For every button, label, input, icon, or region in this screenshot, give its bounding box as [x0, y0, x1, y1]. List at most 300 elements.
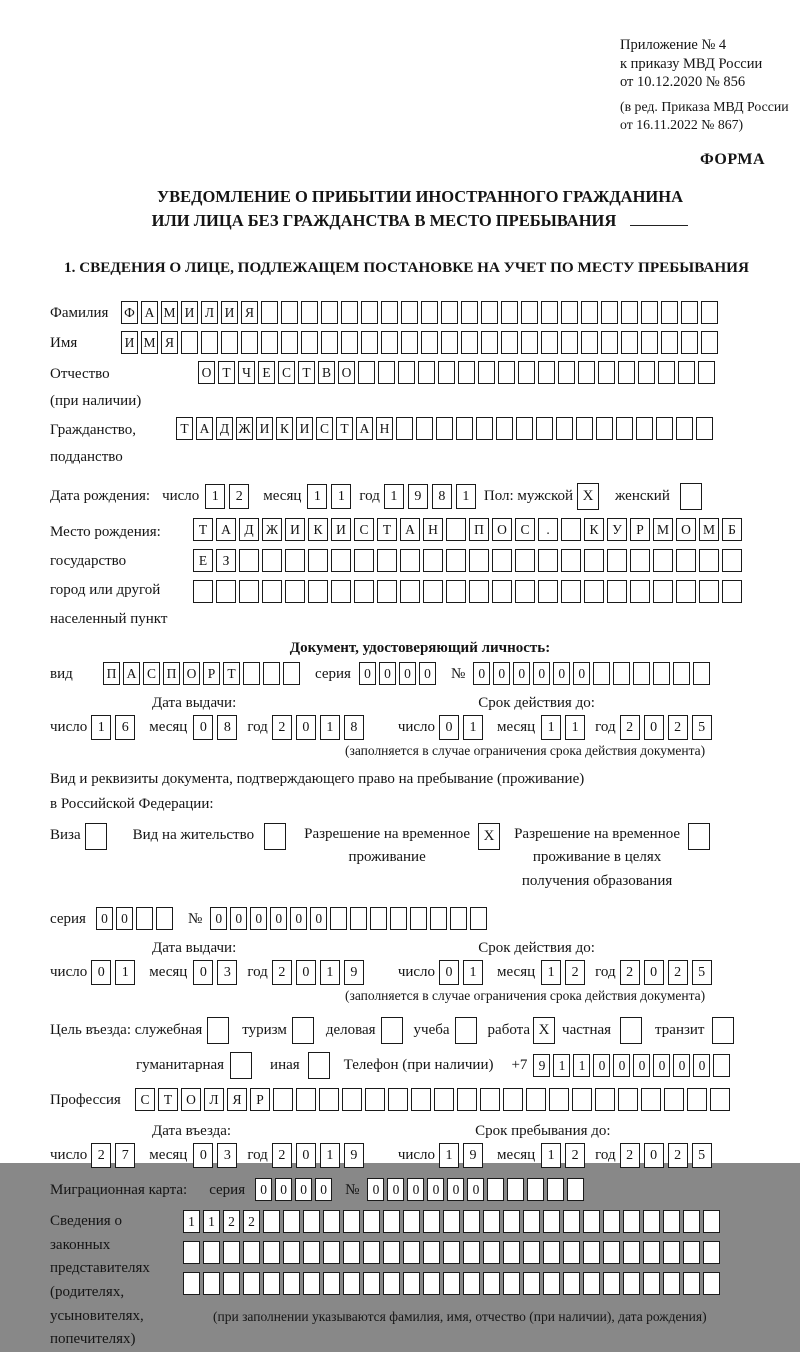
identity-doc-heading: Документ, удостоверяющий личность:: [289, 640, 551, 657]
year-label: год: [595, 963, 616, 980]
char-box: [653, 549, 673, 572]
char-box: 9: [533, 1054, 550, 1077]
char-box: [526, 1088, 546, 1111]
char-box: А: [141, 301, 158, 324]
phone-prefix: +7: [511, 1056, 528, 1073]
temp-residence-checkbox: [478, 823, 500, 850]
char-box: 0: [613, 1054, 630, 1077]
char-box: [330, 907, 347, 930]
char-box: [443, 1272, 460, 1295]
birth-place-label-line2: государство: [50, 553, 127, 570]
title-underline: [630, 225, 688, 226]
char-box: [503, 1210, 520, 1233]
char-box: Я: [161, 331, 178, 354]
char-box: [443, 1241, 460, 1264]
purpose-transit-label: транзит: [655, 1021, 705, 1038]
char-box: [341, 331, 358, 354]
char-box: Н: [376, 417, 393, 440]
char-box: X: [577, 483, 599, 510]
char-box: [696, 417, 713, 440]
month-label: месяц: [149, 719, 188, 736]
char-box: [663, 1241, 680, 1264]
char-box: 3: [217, 1143, 237, 1168]
day-label: число: [50, 963, 88, 980]
char-box: 0: [193, 715, 213, 740]
char-box: [621, 301, 638, 324]
temp-residence-label-line1: Разрешение на временное: [304, 826, 471, 843]
char-box: 0: [513, 662, 530, 685]
char-box: [243, 1241, 260, 1264]
char-box: 5: [692, 715, 712, 740]
entry-date-header: Дата въезда:: [152, 1122, 232, 1139]
char-box: [476, 417, 493, 440]
char-box: 2: [620, 960, 640, 985]
char-box: 0: [439, 715, 459, 740]
annex-note-line-1: (в ред. Приказа МВД России: [620, 98, 789, 114]
char-box: [292, 1017, 314, 1044]
char-box: 2: [229, 484, 249, 509]
char-box: [403, 1272, 420, 1295]
char-box: [507, 1178, 524, 1201]
char-box: Т: [158, 1088, 178, 1111]
resident-doc-options-row: [50, 823, 790, 893]
entry-month-boxes: [193, 1143, 241, 1168]
char-box: [630, 580, 650, 603]
char-box: [593, 662, 610, 685]
representatives-note: (при заполнении указываются фамилия, имя, отчество (при наличии), дата рождения): [213, 1308, 707, 1324]
migcard-number-sign: №: [345, 1181, 360, 1198]
month-label: месяц: [497, 963, 536, 980]
char-box: Р: [630, 518, 650, 541]
purpose-study-label: учеба: [413, 1021, 450, 1038]
char-box: [583, 1272, 600, 1295]
char-box: 2: [620, 715, 640, 740]
char-box: [693, 662, 710, 685]
char-box: 2: [243, 1210, 260, 1233]
residence-permit-checkbox: [264, 823, 286, 850]
char-box: [461, 301, 478, 324]
char-box: С: [316, 417, 333, 440]
char-box: Т: [298, 361, 315, 384]
char-box: 2: [272, 1143, 292, 1168]
char-box: [683, 1210, 700, 1233]
char-box: 0: [296, 1143, 316, 1168]
visa-checkbox: [85, 823, 107, 850]
char-box: [203, 1241, 220, 1264]
char-box: [643, 1241, 660, 1264]
stay-month-boxes: [541, 1143, 589, 1168]
char-box: 6: [115, 715, 135, 740]
char-box: 1: [320, 1143, 340, 1168]
char-box: 0: [295, 1178, 312, 1201]
doc-series-label: серия: [315, 666, 351, 683]
char-box: [308, 549, 328, 572]
char-box: [712, 1017, 734, 1044]
char-box: [230, 1052, 252, 1079]
char-box: [296, 1088, 316, 1111]
char-box: 8: [432, 484, 452, 509]
permit-dates-row: [50, 960, 790, 985]
char-box: [643, 1210, 660, 1233]
char-box: [354, 580, 374, 603]
char-box: 2: [565, 1143, 585, 1168]
char-box: 2: [272, 715, 292, 740]
char-box: 2: [565, 960, 585, 985]
char-box: И: [256, 417, 273, 440]
identity-doc-row: [50, 662, 790, 686]
char-box: [342, 1088, 362, 1111]
char-box: [401, 331, 418, 354]
char-box: Н: [423, 518, 443, 541]
char-box: [363, 1210, 380, 1233]
char-box: [323, 1272, 340, 1295]
form-title-line2-text: ИЛИ ЛИЦА БЕЗ ГРАЖДАНСТВА В МЕСТО ПРЕБЫВАНИЯ: [151, 211, 617, 231]
char-box: Е: [193, 549, 213, 572]
char-box: [241, 331, 258, 354]
char-box: 0: [427, 1178, 444, 1201]
char-box: [370, 907, 387, 930]
char-box: У: [607, 518, 627, 541]
char-box: [341, 301, 358, 324]
valid-until-header: Срок действия до:: [478, 695, 595, 712]
char-box: [221, 331, 238, 354]
char-box: Ч: [238, 361, 255, 384]
char-box: О: [338, 361, 355, 384]
char-box: 1: [384, 484, 404, 509]
citizenship-label-line2: подданство: [50, 449, 123, 466]
char-box: [616, 417, 633, 440]
permit-number-sign: №: [187, 910, 203, 927]
char-box: [239, 580, 259, 603]
char-box: [641, 331, 658, 354]
char-box: [688, 823, 710, 850]
char-box: [543, 1241, 560, 1264]
month-label: месяц: [263, 488, 302, 505]
char-box: [469, 580, 489, 603]
permit-issue-day-boxes: [91, 960, 139, 985]
char-box: [319, 1088, 339, 1111]
char-box: X: [478, 823, 500, 850]
char-box: [400, 549, 420, 572]
birth-place-boxes-row1: [193, 518, 745, 541]
char-box: 0: [399, 662, 416, 685]
visa-label: Виза: [50, 827, 81, 844]
char-box: [581, 301, 598, 324]
representatives-label-line2: законных: [50, 1236, 111, 1253]
char-box: [193, 580, 213, 603]
char-box: [461, 331, 478, 354]
day-label: число: [50, 719, 88, 736]
identity-issue-year-boxes: [272, 715, 368, 740]
char-box: [343, 1272, 360, 1295]
permit-number-boxes: [210, 907, 490, 930]
annex-revision-note: [620, 98, 790, 134]
char-box: [563, 1241, 580, 1264]
char-box: 0: [387, 1178, 404, 1201]
char-box: [710, 1088, 730, 1111]
char-box: [321, 301, 338, 324]
char-box: Т: [336, 417, 353, 440]
char-box: 1: [463, 960, 483, 985]
char-box: 7: [115, 1143, 135, 1168]
char-box: [410, 907, 427, 930]
char-box: [301, 331, 318, 354]
char-box: [676, 580, 696, 603]
char-box: [481, 301, 498, 324]
char-box: [285, 580, 305, 603]
char-box: [683, 1241, 700, 1264]
annex-note-line-2: от 16.11.2022 № 867): [620, 116, 744, 132]
char-box: X: [533, 1017, 555, 1044]
identity-doc-dates-row: [50, 715, 790, 740]
birth-place-boxes-row2: [193, 549, 745, 572]
char-box: 2: [668, 715, 688, 740]
citizenship-label-line1: Гражданство,: [50, 422, 137, 439]
birth-place-label-line3: город или другой: [50, 582, 161, 599]
char-box: [572, 1088, 592, 1111]
char-box: [463, 1241, 480, 1264]
char-box: [383, 1272, 400, 1295]
char-box: [455, 1017, 477, 1044]
char-box: 1: [183, 1210, 200, 1233]
char-box: [501, 301, 518, 324]
char-box: [430, 907, 447, 930]
char-box: [446, 518, 466, 541]
char-box: [446, 549, 466, 572]
char-box: П: [163, 662, 180, 685]
day-label: число: [397, 963, 436, 980]
char-box: [658, 361, 675, 384]
char-box: Р: [203, 662, 220, 685]
char-box: 0: [270, 907, 287, 930]
char-box: [581, 331, 598, 354]
patronymic-boxes: [198, 361, 718, 384]
char-box: Т: [193, 518, 213, 541]
char-box: [543, 1272, 560, 1295]
char-box: [636, 417, 653, 440]
char-box: С: [354, 518, 374, 541]
given-name-label: Имя: [50, 335, 78, 352]
char-box: [483, 1241, 500, 1264]
profession-boxes: [135, 1088, 733, 1111]
char-box: [664, 1088, 684, 1111]
form-title-line2: [50, 209, 790, 233]
char-box: 2: [668, 1143, 688, 1168]
char-box: [538, 361, 555, 384]
char-box: [303, 1241, 320, 1264]
birth-place-row: [50, 518, 790, 634]
char-box: [598, 361, 615, 384]
char-box: 0: [379, 662, 396, 685]
char-box: [673, 662, 690, 685]
char-box: [281, 301, 298, 324]
purpose-other-checkbox: [308, 1052, 330, 1079]
char-box: 0: [473, 662, 490, 685]
identity-valid-year-boxes: [620, 715, 716, 740]
char-box: [680, 483, 702, 510]
char-box: И: [296, 417, 313, 440]
char-box: 0: [439, 960, 459, 985]
birth-place-label: [50, 518, 193, 634]
char-box: [400, 580, 420, 603]
char-box: [487, 1178, 504, 1201]
char-box: 0: [210, 907, 227, 930]
char-box: [321, 331, 338, 354]
char-box: [481, 331, 498, 354]
char-box: Ф: [121, 301, 138, 324]
char-box: Я: [227, 1088, 247, 1111]
permit-date-headers: [50, 940, 790, 957]
char-box: Т: [223, 662, 240, 685]
sex-female-checkbox: [680, 483, 702, 510]
permit-series-label: серия: [50, 910, 86, 927]
char-box: [450, 907, 467, 930]
char-box: [661, 331, 678, 354]
char-box: [561, 549, 581, 572]
char-box: [381, 1017, 403, 1044]
char-box: В: [318, 361, 335, 384]
profession-row: [50, 1088, 790, 1112]
char-box: 0: [367, 1178, 384, 1201]
valid-until-header: Срок действия до:: [478, 939, 595, 956]
char-box: 1: [91, 715, 111, 740]
char-box: 0: [407, 1178, 424, 1201]
char-box: 0: [644, 715, 664, 740]
annex-line-1: Приложение № 4: [620, 37, 727, 53]
char-box: И: [285, 518, 305, 541]
char-box: [638, 361, 655, 384]
char-box: 1: [463, 715, 483, 740]
char-box: [583, 1210, 600, 1233]
char-box: [541, 331, 558, 354]
char-box: [398, 361, 415, 384]
char-box: [681, 301, 698, 324]
char-box: [603, 1272, 620, 1295]
entry-year-boxes: [272, 1143, 368, 1168]
purpose-business-checkbox: [381, 1017, 403, 1044]
char-box: [470, 907, 487, 930]
patronymic-label-line1: Отчество: [50, 366, 110, 383]
char-box: 2: [272, 960, 292, 985]
char-box: [653, 580, 673, 603]
char-box: [480, 1088, 500, 1111]
identity-valid-day-boxes: [439, 715, 487, 740]
char-box: 3: [217, 960, 237, 985]
char-box: [203, 1272, 220, 1295]
char-box: [443, 1210, 460, 1233]
char-box: [683, 1272, 700, 1295]
year-label: год: [247, 963, 268, 980]
char-box: [457, 1088, 477, 1111]
section1-heading: 1. СВЕДЕНИЯ О ЛИЦЕ, ПОДЛЕЖАЩЕМ ПОСТАНОВКЕ НА УЧЕТ ПО МЕСТУ ПРЕБЫВАНИЯ: [64, 259, 749, 277]
month-label: месяц: [149, 963, 188, 980]
char-box: [358, 361, 375, 384]
migcard-series-boxes: [255, 1178, 335, 1201]
char-box: 1: [439, 1143, 459, 1168]
char-box: [263, 1210, 280, 1233]
citizenship-boxes: [176, 417, 716, 440]
char-box: [643, 1272, 660, 1295]
month-label: месяц: [497, 1146, 536, 1163]
char-box: М: [699, 518, 719, 541]
form-marker-label: ФОРМА: [699, 151, 765, 169]
char-box: Р: [250, 1088, 270, 1111]
char-box: [663, 1210, 680, 1233]
char-box: [641, 301, 658, 324]
phone-label: Телефон (при наличии): [343, 1056, 494, 1073]
char-box: [678, 361, 695, 384]
char-box: [262, 549, 282, 572]
patronymic-label: [50, 361, 198, 415]
char-box: 1: [320, 715, 340, 740]
char-box: [363, 1272, 380, 1295]
purpose-extra-row: [50, 1052, 790, 1079]
temp-residence-label: [304, 823, 470, 870]
char-box: [703, 1272, 720, 1295]
char-box: [538, 549, 558, 572]
birth-date-row: [50, 483, 790, 510]
representatives-boxes: [183, 1210, 723, 1325]
char-box: [262, 580, 282, 603]
char-box: [698, 361, 715, 384]
char-box: [378, 361, 395, 384]
phone-number-boxes: [533, 1054, 733, 1077]
char-box: [377, 549, 397, 572]
permit-issue-year-boxes: [272, 960, 368, 985]
doc-number-sign: №: [450, 666, 466, 683]
char-box: [303, 1210, 320, 1233]
char-box: [423, 549, 443, 572]
representatives-boxes-row2: [183, 1241, 723, 1264]
purpose-private-checkbox: [620, 1017, 642, 1044]
purpose-business-label: деловая: [325, 1021, 376, 1038]
issue-date-header: Дата выдачи:: [152, 695, 237, 712]
char-box: 1: [320, 960, 340, 985]
char-box: [283, 1210, 300, 1233]
birth-place-label-line4: населенный пункт: [50, 611, 168, 628]
char-box: [303, 1272, 320, 1295]
char-box: [423, 580, 443, 603]
char-box: Е: [258, 361, 275, 384]
char-box: [463, 1272, 480, 1295]
char-box: [618, 1088, 638, 1111]
char-box: 1: [541, 1143, 561, 1168]
char-box: 0: [593, 1054, 610, 1077]
char-box: [722, 580, 742, 603]
resident-doc-text-line1: Вид и реквизиты документа, подтверждающего право на пребывание (проживание): [50, 771, 585, 788]
char-box: 8: [344, 715, 364, 740]
char-box: [595, 1088, 615, 1111]
given-name-boxes: [121, 331, 721, 354]
purpose-private-label: частная: [562, 1021, 612, 1038]
char-box: 0: [467, 1178, 484, 1201]
char-box: [578, 361, 595, 384]
char-box: [618, 361, 635, 384]
char-box: 0: [116, 907, 133, 930]
char-box: 0: [91, 960, 111, 985]
birth-place-label-line1: Место рождения:: [50, 524, 161, 541]
char-box: 0: [693, 1054, 710, 1077]
char-box: [521, 331, 538, 354]
purpose-humanitarian-label: гуманитарная: [136, 1056, 225, 1073]
char-box: [538, 580, 558, 603]
char-box: [483, 1272, 500, 1295]
temp-residence-edu-checkbox: [688, 823, 710, 850]
char-box: 0: [359, 662, 376, 685]
char-box: [403, 1210, 420, 1233]
sex-female-label: женский: [615, 488, 670, 505]
char-box: О: [183, 662, 200, 685]
